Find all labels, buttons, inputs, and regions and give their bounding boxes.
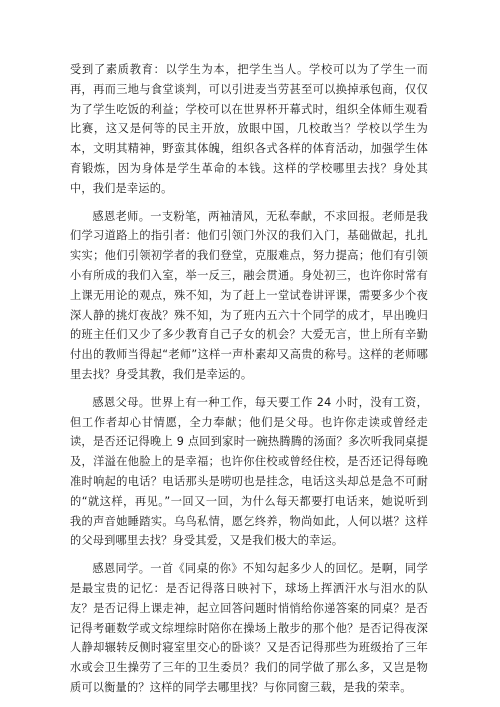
- paragraph-teachers: 感恩老师。一支粉笔，两袖清风，无私奉献，不求回报。老师是我们学习道路上的指引者：他们引领门外汉的我们入门，基础做起，扎扎实实；他们引领初学者的我们登堂，克服难点，努力提高；他们有引领小有所成的我们入室，举一反三，融会贯通。身处初三，也许你时常有上课无用论的观点，殊不知，为了赶上一堂试卷讲评课，需要多少个夜深人静的挑灯夜战？殊不知，为了班内五六十个同学的成才，早出晚归的班主任们又少了多少教育自己子女的机会？大爱无言，世上所有辛勤付出的教师当得起“老师”这样一声朴素却又高贵的称号。这样的老师哪里去找？身受其教，我们是幸运的。: [70, 209, 428, 381]
- document-body: [70, 60, 428, 706]
- paragraph-classmates: 感恩同学。一首《同桌的你》不知勾起多少人的回忆。是啊，同学是最宝贵的记忆：是否记得落日映衬下，球场上挥洒汗水与泪水的队友？是否记得上课走神，起立回答问题时悄悄给你递答案的同桌？是否记得考砸数学或文综埋综时陪你在操场上散步的那个他？是否记得夜深人静却辗转反侧时寝室里交心的卧谈？又是否记得那些为班级抬了三年水或会卫生操劳了三年的卫生委员？我们的同学做了那么多，又岂是物质可以衡量的？这样的同学去哪里找？与你同窗三载，是我的荣幸。: [70, 562, 428, 694]
- paragraph-parents: 感恩父母。世界上有一种工作，每天要工作 24 小时，没有工资，但工作者却心甘情愿，全力奉献；他们是父母。也许你走读或曾经走读，是否还记得晚上 9 点回到家时一碗热腾腾的汤面？多次听我同桌提及，洋溢在他脸上的是幸福；也许你住校或曾经住校，是否还记得每晚准时响起的电话？电话那头是唠叨也是挂念，电话这头却总是急不可耐的“就这样，再见。”一回又一回，为什么每天都要打电话来，她说听到我的声音她睡踏实。乌鸟私情，愿乞终养，物尚如此，人何以堪？这样的父母到哪里去找？身受其爱，又是我们极大的幸运。: [70, 395, 428, 548]
- paragraph-school: 受到了素质教育：以学生为本，把学生当人。学校可以为了学生一而再，再而三地与食堂谈判，可以引进麦当劳甚至可以换掉承包商，仅仅为了学生吃饭的利益；学校可以在世界杯开幕式时，组织全体师生观看比赛，这又是何等的民主开放，放眼中国，几校敢当？学校以学生为本，文明其精神，野蛮其体魄，组织各式各样的体育活动，加强学生体育锻炼，因为身体是学生革命的本钱。这样的学校哪里去找？身处其中，我们是幸运的。: [70, 63, 428, 195]
